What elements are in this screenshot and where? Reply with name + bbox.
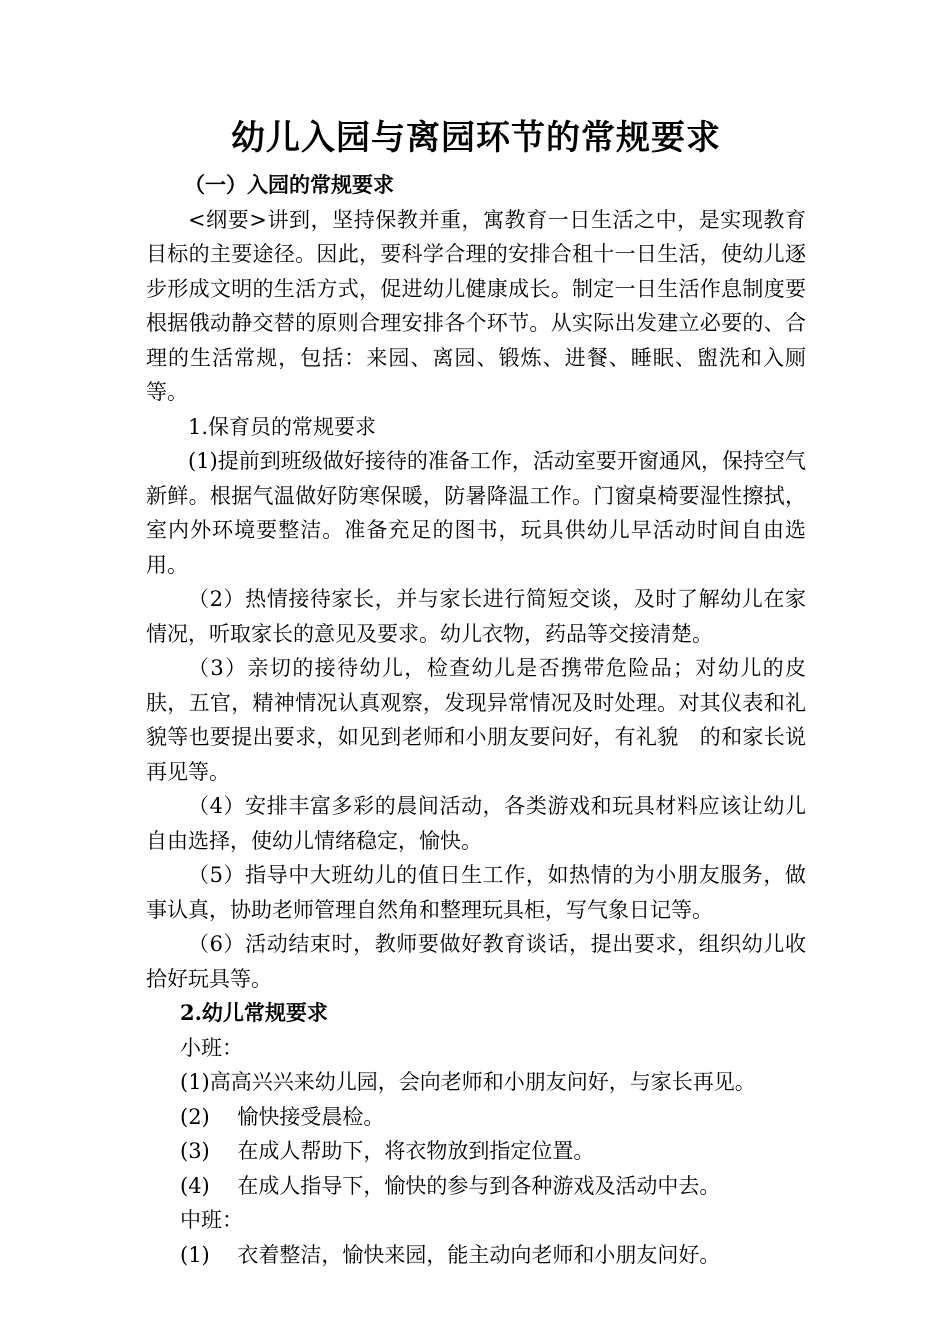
caregiver-item: （2）热情接待家长，并与家长进行简短交谈，及时了解幼儿在家情况，听取家长的意见及要求。幼儿衣物，药品等交接清楚。 [146,587,806,646]
caregiver-heading: 1.保育员的常规要求 [188,414,377,439]
small-class-item: (2) 愉快接受晨检。 [180,1104,385,1129]
small-class-item: (4) 在成人指导下，愉快的参与到各种游戏及活动中去。 [180,1173,721,1198]
caregiver-item: （5）指导中大班幼儿的值日生工作，如热情的为小朋友服务，做事认真，协助老师管理自然角和整理玩具柜，写气象日记等。 [146,863,806,922]
intro-paragraph: <纲要>讲到，坚持保教并重，寓教育一日生活之中，是实现教育目标的主要途径。因此，要科学合理的安排合租十一日生活，使幼儿逐步形成文明的生活方式，促进幼儿健康成长。制定一日生活作息制度要根据俄动静交替的原则合理安排各个环节。从实际出发建立必要的、合理的生活常规，包括：来园、离园、锻炼、进餐、睡眠、盥洗和入厕等。 [146,207,806,404]
small-class-label: 小班： [180,1035,243,1060]
document-page [146,112,806,1272]
small-class-item: (1)高高兴兴来幼儿园，会向老师和小朋友问好，与家长再见。 [180,1070,756,1094]
caregiver-item: （4）安排丰富多彩的晨间活动，各类游戏和玩具材料应该让幼儿自由选择，使幼儿情绪稳定，愉快。 [146,794,806,853]
document-title: 幼儿入园与离园环节的常规要求 [231,118,721,158]
caregiver-item: （3）亲切的接待幼儿，检查幼儿是否携带危险品；对幼儿的皮肤，五官，精神情况认真观察，发现异常情况及时处理。对其仪表和礼貌等也要提出要求，如见到老师和小朋友要问好，有礼貌 的和家长说再见等。 [146,656,806,784]
section-heading-entry: （一）入园的常规要求 [184,172,394,197]
small-class-item: (3) 在成人帮助下，将衣物放到指定位置。 [180,1139,595,1163]
caregiver-item: （6）活动结束时，教师要做好教育谈话，提出要求，组织幼儿收拾好玩具等。 [146,932,806,991]
children-heading: 2.幼儿常规要求 [180,1000,328,1025]
middle-class-label: 中班： [180,1208,243,1232]
middle-class-item: (1) 衣着整洁，愉快来园，能主动向老师和小朋友问好。 [180,1242,721,1267]
caregiver-item: (1)提前到班级做好接待的准备工作，活动室要开窗通风，保持空气新鲜。根据气温做好防寒保暖，防暑降温工作。门窗桌椅要湿性擦拭，室内外环境要整洁。准备充足的图书，玩具供幼儿早活动时间自由选用。 [146,449,806,577]
